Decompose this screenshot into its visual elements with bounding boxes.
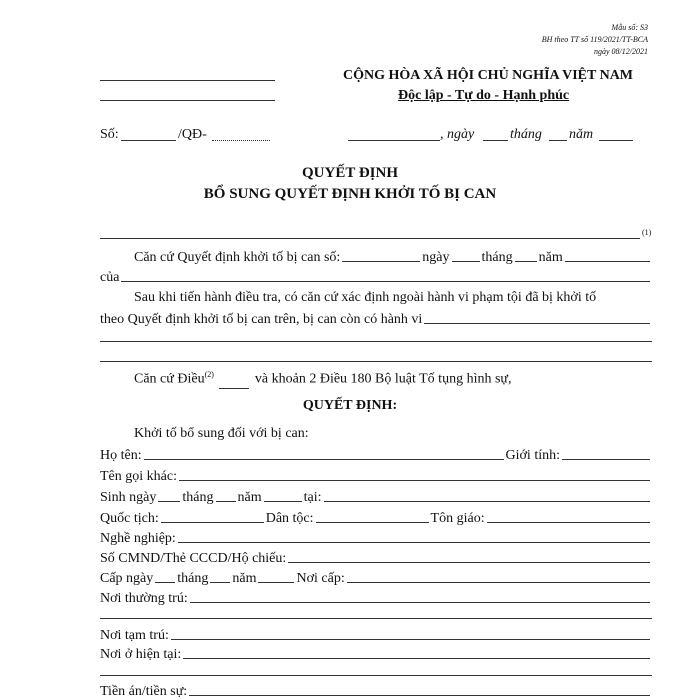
quoc-tich-row: [100, 509, 652, 527]
agency-line-1[interactable]: [100, 80, 275, 81]
qd-number-field[interactable]: [342, 261, 420, 262]
qd-day-field[interactable]: [452, 261, 480, 262]
issue-day-field[interactable]: [155, 582, 175, 583]
o-hien-tai-line-2[interactable]: [100, 675, 652, 676]
gioi-tinh-field[interactable]: [562, 459, 650, 460]
agency-line-2[interactable]: [100, 100, 275, 101]
issue-nam-label: năm: [232, 571, 257, 586]
qd-month-field[interactable]: [515, 261, 537, 262]
hanh-vi-line-3[interactable]: [100, 361, 652, 362]
form-meta: [542, 22, 648, 58]
can-cu-qd-label: Căn cứ Quyết định khởi tố bị can số:: [134, 250, 341, 265]
qd-nam-label: năm: [538, 250, 563, 265]
ton-giao-field[interactable]: [487, 522, 650, 523]
ten-goi-khac-field[interactable]: [179, 480, 650, 481]
cua-field[interactable]: [121, 281, 650, 282]
nghe-nghiep-row: [100, 529, 652, 547]
ref-nam-label: năm: [569, 127, 594, 142]
tien-an-label: Tiền án/tiền sự:: [100, 684, 188, 699]
doc-title: QUYẾT ĐỊNH: [302, 165, 398, 181]
cmnd-field[interactable]: [288, 562, 650, 563]
issue-year-field[interactable]: [258, 582, 294, 583]
noi-cap-label: Nơi cấp:: [296, 571, 345, 586]
doc-subtitle: BỔ SUNG QUYẾT ĐỊNH KHỞI TỐ BỊ CAN: [203, 186, 497, 202]
decision-heading: QUYẾT ĐỊNH:: [302, 398, 398, 413]
birth-place-field[interactable]: [324, 501, 651, 502]
dan-toc-label: Dân tộc:: [265, 511, 314, 526]
sau-khi-line1: Sau khi tiến hành điều tra, có căn cứ xác định ngoài hành vi phạm tội đã bị khởi tố: [134, 290, 597, 305]
quoc-tich-label: Quốc tịch:: [100, 511, 159, 526]
hanh-vi-line-2[interactable]: [100, 341, 652, 342]
so-field[interactable]: [121, 140, 176, 141]
qd-label: /QĐ-: [178, 127, 207, 142]
form-issued-by: BH theo TT số 119/2021/TT-BCA: [541, 35, 648, 44]
qd-ngay-label: ngày: [422, 250, 450, 265]
qd-year-field[interactable]: [565, 261, 650, 262]
ten-goi-khac-row: [100, 467, 652, 485]
khoan-label: và khoản 2 Điều 180 Bộ luật Tố tụng hình sự,: [254, 371, 512, 387]
o-hien-tai-field[interactable]: [183, 658, 650, 659]
birth-year-field[interactable]: [264, 501, 302, 502]
sinh-ngay-row: [100, 488, 652, 506]
sinh-ngay-label: Sinh ngày: [100, 490, 157, 505]
note-1: (1): [642, 228, 652, 237]
thuong-tru-row: [100, 589, 652, 607]
qd-suffix-field[interactable]: [212, 140, 270, 141]
quoc-tich-field[interactable]: [161, 522, 264, 523]
tai-label: tại:: [303, 490, 322, 505]
place-field[interactable]: [348, 140, 440, 141]
gioi-tinh-label: Giới tính:: [505, 448, 560, 463]
birth-nam-label: năm: [237, 490, 262, 505]
ref-thang-label: tháng: [510, 127, 542, 142]
sau-khi-row: [100, 310, 652, 328]
qd-thang-label: tháng: [481, 250, 513, 265]
birth-thang-label: tháng: [182, 490, 214, 505]
thuong-tru-label: Nơi thường trú:: [100, 591, 188, 606]
birth-month-field[interactable]: [216, 501, 236, 502]
ton-giao-label: Tôn giáo:: [430, 511, 485, 526]
tam-tru-row: [100, 626, 652, 644]
ho-ten-label: Họ tên:: [100, 448, 142, 463]
tien-an-field[interactable]: [189, 695, 650, 696]
ref-month-field[interactable]: [549, 140, 567, 141]
can-cu-dieu-label: Căn cứ Điều: [134, 371, 205, 387]
dan-toc-field[interactable]: [316, 522, 429, 523]
ten-goi-khac-label: Tên gọi khác:: [100, 469, 177, 484]
cua-label: của: [100, 270, 120, 285]
national-motto: Độc lập - Tự do - Hạnh phúc: [398, 88, 570, 103]
can-cu-dieu-group: [134, 370, 512, 389]
o-hien-tai-row: [100, 645, 652, 663]
cmnd-label: Số CMND/Thẻ CCCD/Hộ chiếu:: [100, 551, 287, 566]
cua-row: [100, 268, 652, 286]
cap-ngay-row: [100, 569, 652, 587]
can-cu-qd-row: [100, 248, 652, 266]
cap-ngay-label: Cấp ngày: [100, 571, 154, 586]
sau-khi-line2: theo Quyết định khởi tố bị can trên, bị can còn có hành vi: [100, 312, 423, 327]
ho-ten-row: [100, 446, 652, 464]
national-title: CỘNG HÒA XÃ HỘI CHỦ NGHĨA VIỆT NAM: [343, 68, 634, 83]
ho-ten-field[interactable]: [144, 459, 504, 460]
so-label: Số:: [100, 127, 119, 142]
o-hien-tai-label: Nơi ở hiện tại:: [100, 647, 182, 662]
nghe-nghiep-field[interactable]: [178, 542, 650, 543]
thuong-tru-line-2[interactable]: [100, 618, 652, 619]
issue-thang-label: tháng: [177, 571, 209, 586]
authority-field[interactable]: [100, 238, 640, 239]
note-2: (2): [204, 370, 214, 379]
tam-tru-field[interactable]: [171, 639, 650, 640]
issue-month-field[interactable]: [210, 582, 230, 583]
ref-day-field[interactable]: [483, 140, 508, 141]
dieu-field[interactable]: [219, 372, 249, 389]
thuong-tru-field[interactable]: [190, 602, 650, 603]
noi-cap-field[interactable]: [347, 582, 650, 583]
tam-tru-label: Nơi tạm trú:: [100, 628, 169, 643]
ref-year-field[interactable]: [599, 140, 633, 141]
hanh-vi-field[interactable]: [424, 323, 650, 324]
nghe-nghiep-label: Nghề nghiệp:: [100, 531, 176, 546]
khoi-to-label: Khởi tố bổ sung đối với bị can:: [134, 426, 309, 441]
form-date: ngày 08/12/2021: [594, 47, 648, 56]
ref-ngay-label: , ngày: [440, 127, 475, 142]
tien-an-row: [100, 682, 652, 700]
form-number: Mẫu số: S3: [611, 23, 648, 32]
cmnd-row: [100, 549, 652, 567]
birth-day-field[interactable]: [158, 501, 180, 502]
